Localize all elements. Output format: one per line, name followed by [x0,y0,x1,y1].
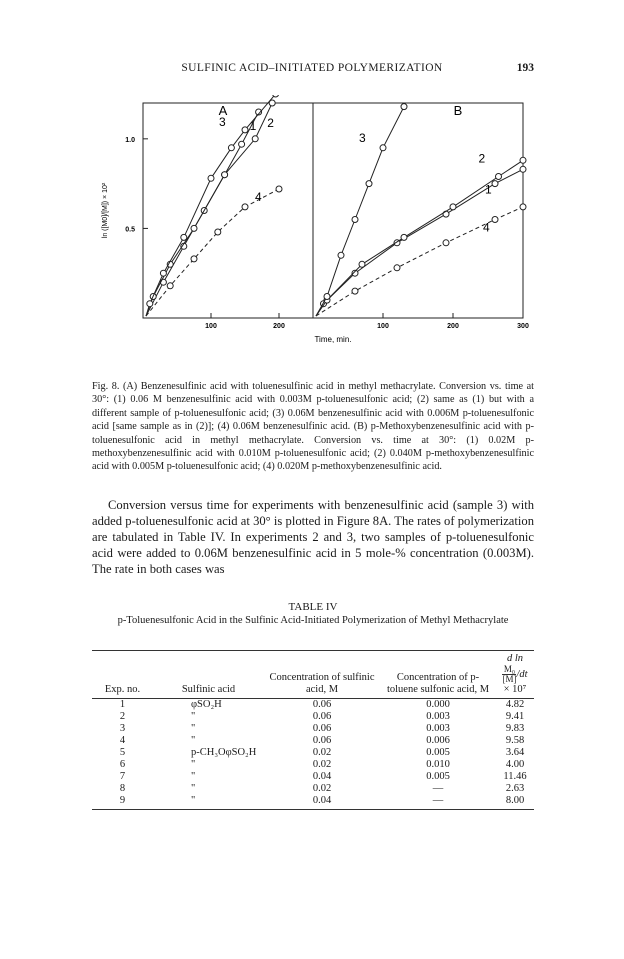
cell-rate: 9.83 [505,723,525,734]
header-exp-no: Exp. no. [92,651,153,699]
table-title: TABLE IV [288,601,338,613]
body-paragraph: Conversion versus time for experiments with benzenesulfinic acid (sample 3) with added p-toluenesulfonic acid at 30° is plotted in Figure 8A. The rates of polymerization are tabulated in Table IV. In experiments 2 and 3, two samples of p-toluenesulfonic acid were added to 0.06M benzenesulfinic acid in 5 mole-% concentration (0.003M). The rate in both cases was [92,498,534,576]
data-point-a-4-4 [276,186,282,192]
header-conc-sulfonic: Concentration of p-toluene sulfonic acid, M [380,651,496,699]
data-point-b-1-5 [520,166,526,172]
data-point-b-2-4 [496,174,502,180]
cell-conc-sulfonic: 0.006 [426,735,450,746]
header-rate-prefix: d ln [506,653,524,664]
panel-frame-b [313,103,523,318]
table-row [92,759,534,771]
cell-conc-sulfonic: 0.005 [426,747,450,758]
series-line-a-4 [146,189,279,316]
header-rate-denominator: [M] [502,673,517,684]
data-point-a-3-0 [147,301,153,307]
data-point-b-3-3 [366,181,372,187]
data-point-b-4-4 [520,204,526,210]
cell-sulfinic-acid: " [153,795,264,810]
series-label-b-4: 4 [483,220,490,235]
cell-rate: 4.82 [505,699,525,710]
cell-conc-sulfonic: 0.003 [426,711,450,722]
cell-conc-sulfonic: — [432,783,444,794]
cell-rate: 8.00 [496,795,534,810]
x-tick-label-b-0: 100 [377,323,389,330]
cell-sulfinic-acid: p-CH₃OφSO₂H [191,747,257,758]
header-rate-suffix: /dt [516,668,528,680]
cell-conc-sulfinic: 0.06 [312,711,332,722]
series-label-a-3: 3 [219,114,226,129]
data-point-a-3-4 [228,145,234,151]
data-point-b-2-3 [450,204,456,210]
cell-conc-sulfinic: 0.02 [312,783,332,794]
cell-exp-no: 4 [119,735,126,746]
data-point-a-3-5 [242,127,248,133]
page-header [0,62,624,78]
cell-conc-sulfinic: 0.06 [312,699,332,710]
cell-conc-sulfonic: 0.000 [426,699,450,710]
cell-conc-sulfonic: 0.003 [426,723,450,734]
data-point-b-3-1 [338,252,344,258]
cell-rate: 11.46 [503,771,527,782]
header-rate-factor: × 10⁷ [503,683,527,695]
header-rate [496,651,534,699]
cell-rate: 9.58 [505,735,525,746]
cell-conc-sulfinic: 0.02 [312,747,332,758]
data-point-a-2-2 [191,225,197,231]
data-point-a-2-3 [222,172,228,178]
series-label-a-4: 4 [255,189,262,204]
data-point-b-3-0 [324,294,330,300]
figure-8-chart [95,95,535,345]
data-point-b-2-2 [401,234,407,240]
table-row [92,795,534,810]
cell-exp-no: 8 [119,783,126,794]
cell-rate: 4.00 [505,759,525,770]
data-point-a-4-1 [191,256,197,262]
cell-sulfinic-acid: " [191,711,196,722]
header-conc-sulfinic: Concentration of sulfinic acid, M [264,651,380,699]
table-row [92,711,534,723]
data-point-a-1-4 [239,141,245,147]
data-point-a-3-1 [160,270,166,276]
y-axis-label: ln ([M0]/[M]) × 10² [102,182,109,239]
table-iv [92,650,534,810]
cell-conc-sulfonic: — [380,795,496,810]
cell-sulfinic-acid: " [191,771,196,782]
cell-sulfinic-acid: " [191,783,196,794]
figure-caption-label: Fig. 8. [92,381,120,392]
cell-sulfinic-acid: " [191,723,196,734]
cell-conc-sulfinic: 0.02 [312,759,332,770]
cell-exp-no: 2 [119,711,126,722]
cell-sulfinic-acid: " [191,759,196,770]
header-sulfinic-acid: Sulfinic acid [153,651,264,699]
data-point-a-4-0 [167,283,173,289]
cell-exp-no: 3 [119,723,126,734]
data-point-b-3-2 [352,217,358,223]
cell-sulfinic-acid: φSO₂H [191,699,222,710]
data-point-b-3-5 [401,104,407,110]
series-label-b-1: 1 [485,182,492,197]
cell-exp-no: 5 [119,747,126,758]
page-number: 193 [516,62,534,74]
series-label-a-1: 1 [249,119,257,134]
data-point-a-3-3 [208,175,214,181]
x-axis-label: Time, min. [314,335,352,344]
table-row [92,783,534,795]
table-row [92,747,534,759]
y-tick-label-a-1: 1.0 [125,136,135,144]
cell-exp-no: 1 [119,699,126,710]
table-row [92,771,534,783]
x-tick-label-a-1: 200 [273,323,285,330]
cell-conc-sulfinic: 0.06 [312,723,332,734]
data-point-b-4-2 [443,240,449,246]
table-row [92,735,534,747]
cell-conc-sulfonic: 0.010 [426,759,450,770]
panel-title-b: B [453,103,463,118]
series-label-b-3: 3 [359,130,366,145]
cell-conc-sulfonic: 0.005 [426,771,450,782]
data-point-b-1-4 [492,181,498,187]
panel-title-a: A [218,103,228,118]
cell-conc-sulfinic: 0.04 [312,771,332,782]
data-point-a-4-3 [242,204,248,210]
cell-exp-no: 7 [119,771,126,782]
x-tick-label-b-2: 300 [517,323,529,330]
data-point-a-2-4 [252,136,258,142]
figure-caption [92,380,534,474]
data-point-b-4-3 [492,217,498,223]
header-rate-numerator: M₀ [503,663,516,674]
data-point-a-4-2 [215,229,221,235]
cell-conc-sulfinic: 0.06 [312,735,332,746]
cell-rate: 2.63 [505,783,525,794]
table-row [92,699,534,712]
series-line-b-4 [316,207,523,316]
figure-8 [95,95,535,345]
cell-conc-sulfinic: 0.04 [264,795,380,810]
y-tick-label-a-0: 0.5 [125,226,135,234]
cell-rate: 9.41 [505,711,525,722]
data-point-a-3-2 [181,234,187,240]
data-point-b-2-5 [520,157,526,163]
data-point-a-3-6 [273,95,279,97]
running-title: SULFINIC ACID–INITIATED POLYMERIZATION [181,62,443,74]
cell-rate: 3.64 [505,747,525,758]
data-point-b-2-1 [359,261,365,267]
header-rate-fraction [502,665,516,684]
cell-exp-no: 9 [92,795,153,810]
series-label-b-2: 2 [478,151,486,166]
data-point-b-4-1 [394,265,400,271]
x-tick-label-a-0: 100 [205,323,217,330]
x-tick-label-b-1: 200 [447,323,459,330]
series-line-b-1 [316,169,523,316]
table-row [92,723,534,735]
cell-sulfinic-acid: " [191,735,196,746]
data-point-b-4-0 [352,288,358,294]
series-label-a-2: 2 [267,115,274,130]
figure-caption-text: (A) Benzenesulfinic acid with toluenesulfinic acid in methyl methacrylate. Conversion vs. time at 30°: (1) 0.06 M benzenesulfinic acid with 0.003M p-toluenesulfonic acid; (2) same as (1) but with a different sample of p-toluenesulfonic acid; (3) 0.06M benzenesulfinic acid with 0.006M p-toluenesulfonic acid [same sample as in (2)]; (4) 0.06M benzenesulfinic acid. (B) p-Methoxybenzenesulfinic acid with p-toluenesulfonic acid in methyl methacrylate. Conversion vs. time at 30°: (1) 0.02M p-methoxybenzenesulfinic acid with 0.010M p-toluenesulfonic acid; (2) 0.040M p-methoxybenzenesulfinic acid with 0.005M p-toluenesulfonic acid; (4) 0.020M p-methoxybenzenesulfinic acid. [92,381,535,473]
data-point-b-3-4 [380,145,386,151]
table-caption: p-Toluenesulfonic Acid in the Sulfinic Acid-Initiated Polymerization of Methyl Methacrylate [117,615,509,626]
cell-exp-no: 6 [119,759,126,770]
